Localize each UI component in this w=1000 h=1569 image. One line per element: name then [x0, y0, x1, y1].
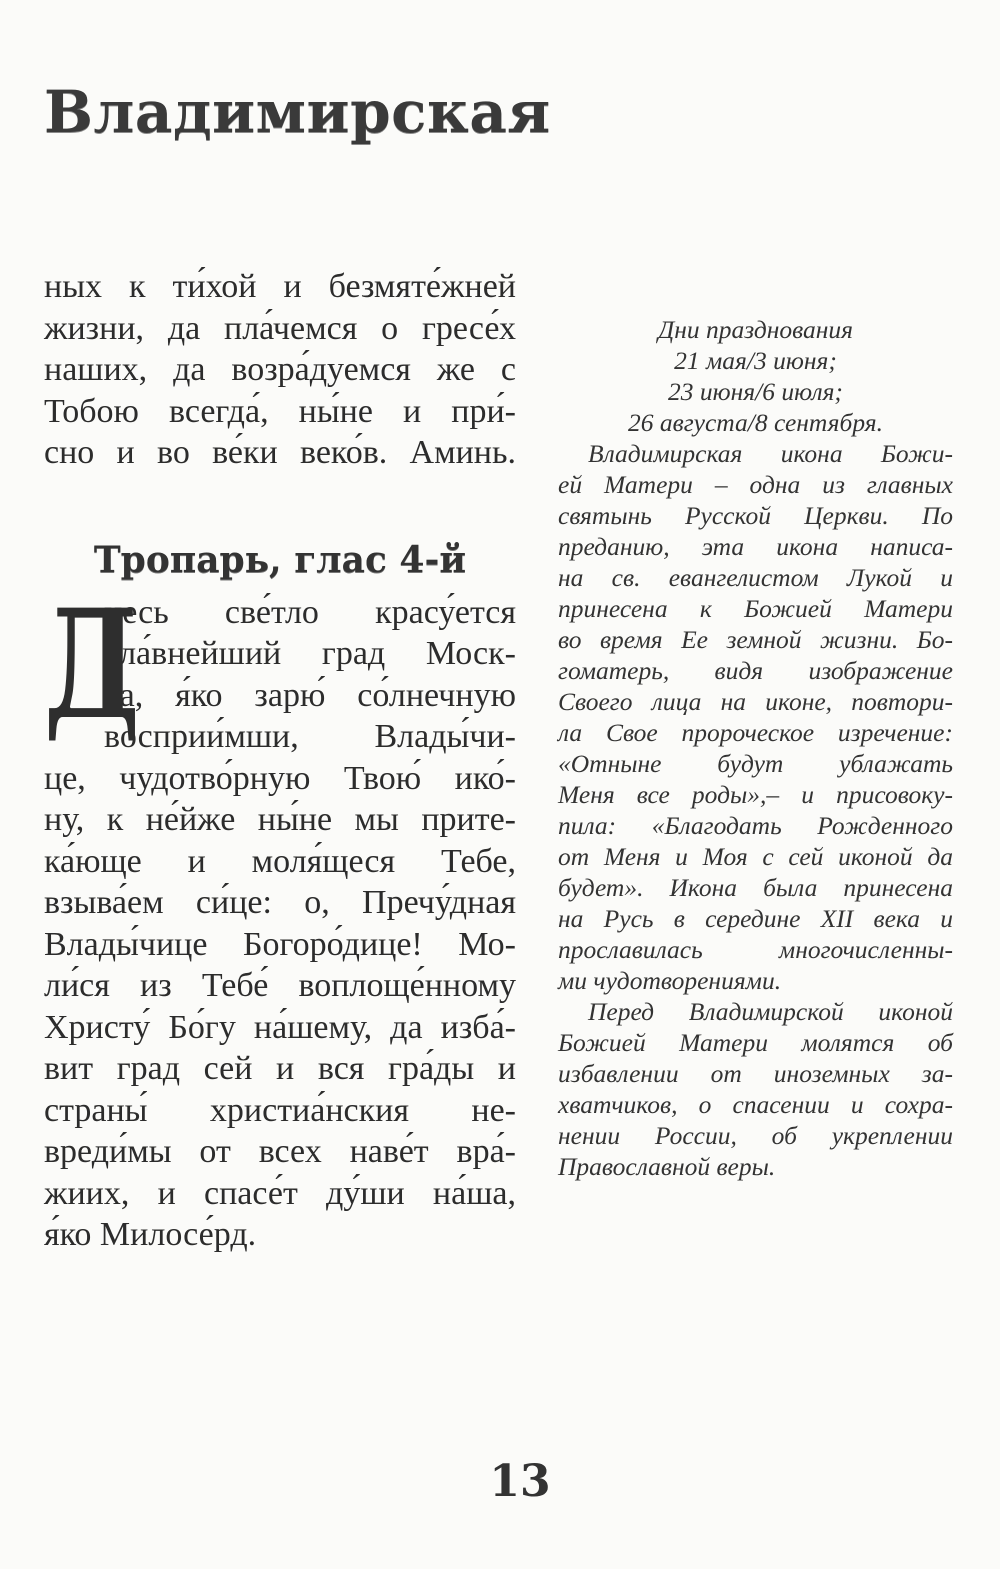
- text-line: избавлении от иноземных за-: [558, 1059, 953, 1088]
- text-line: ка́юще и моля́щеся Тебе,: [44, 842, 516, 880]
- text-line: Христу́ Бо́гу на́шему, да изба́-: [44, 1008, 516, 1046]
- text-line: вреди́мы от всех наве́т вра́-: [44, 1133, 516, 1170]
- text-line: жизни, да пла́чемся о гресе́х: [44, 309, 516, 347]
- text-line: Своего лица на иконе, повтори-: [558, 687, 953, 716]
- text-line: вит град сей и вся гра́ды и: [44, 1050, 516, 1087]
- feast-date: 23 июня/6 июля;: [668, 377, 843, 406]
- text-line: во время Ее земной жизни. Бо-: [558, 625, 953, 654]
- text-line: на св. евангелистом Лукой и: [558, 563, 953, 592]
- page-title: Владимирская: [44, 78, 551, 146]
- text-line: взыва́ем си́це: о, Пречу́дная: [44, 884, 516, 921]
- text-line: Владимирская икона Божи-: [588, 439, 953, 468]
- text-line: страны́ христиа́нския не-: [44, 1091, 516, 1129]
- drop-cap-letter: Д: [44, 576, 141, 753]
- feast-days-heading: Дни празднования: [657, 315, 854, 344]
- text-line: хватчиков, о спасении и сохра-: [558, 1090, 953, 1119]
- text-line: це, чудотво́рную Твою́ ико́-: [44, 759, 516, 797]
- text-line: ва, я́ко зарю́ со́лнечную: [104, 676, 516, 714]
- text-line: восприи́мши, Влады́чи-: [104, 718, 516, 755]
- prayer-ending: [44, 266, 516, 474]
- text-line: нении России, об укреплении: [558, 1121, 953, 1150]
- text-line: Божией Матери молятся об: [558, 1028, 953, 1057]
- feast-date: 21 мая/3 июня;: [674, 346, 837, 375]
- text-line: гоматерь, видя изображение: [558, 656, 953, 685]
- main-text-column: [44, 266, 516, 1256]
- text-line: пила: «Благодать Рожденного: [558, 811, 953, 840]
- sidebar-column: [558, 314, 953, 1182]
- page-number: 13: [489, 1456, 551, 1507]
- text-line: ну, к не́йже ны́не мы прите-: [44, 801, 516, 838]
- text-line: святынь Русской Церкви. По: [558, 501, 953, 530]
- text-line: будет». Икона была принесена: [558, 873, 953, 902]
- text-line: ей Матери – одна из главных: [558, 470, 953, 499]
- text-line: Меня все роды»,– и присовоку-: [558, 780, 953, 809]
- text-line: на Русь в середине XII века и: [558, 904, 953, 933]
- text-line: несь све́тло красу́ется: [104, 593, 516, 631]
- text-line: от Меня и Моя с сей иконой да: [558, 842, 953, 871]
- text-line: жиих, и спасе́т ду́ши на́ша,: [44, 1174, 516, 1212]
- text-line: Православной веры.: [558, 1152, 776, 1181]
- text-line: Тобою всегда́, ны́не и при́-: [44, 392, 516, 430]
- feast-days: [558, 314, 953, 438]
- troparion-heading: Тропарь, глас 4-й: [93, 538, 467, 581]
- text-line: «Отныне будут ублажать: [558, 749, 953, 778]
- text-line: преданию, эта икона написа-: [558, 532, 953, 561]
- text-line: принесена к Божией Матери: [558, 594, 953, 623]
- text-line: ми чудотворениями.: [558, 966, 782, 995]
- text-line: Перед Владимирской иконой: [588, 997, 953, 1026]
- text-line: ных к ти́хой и безмяте́жней: [44, 268, 516, 305]
- prayer-intentions: [558, 996, 953, 1182]
- text-line: я́ко Милосе́рд.: [44, 1216, 257, 1253]
- text-line: сла́внейший град Моск-: [104, 635, 516, 672]
- text-line: Влады́чице Богоро́дице! Мо-: [44, 925, 516, 963]
- text-line: ли́ся из Тебе́ воплоще́нному: [44, 967, 516, 1004]
- text-line: наших, да возра́дуемся же с: [44, 351, 516, 388]
- text-line: сно и во ве́ки веко́в. Аминь.: [44, 434, 516, 471]
- text-line: прославилась многочисленны-: [558, 935, 953, 964]
- feast-date: 26 августа/8 сентября.: [628, 408, 883, 437]
- icon-description: [558, 438, 953, 996]
- drop-cap: [44, 576, 141, 753]
- text-line: ла Свое пророческое изречение:: [558, 718, 953, 747]
- troparion-text: [44, 576, 516, 1256]
